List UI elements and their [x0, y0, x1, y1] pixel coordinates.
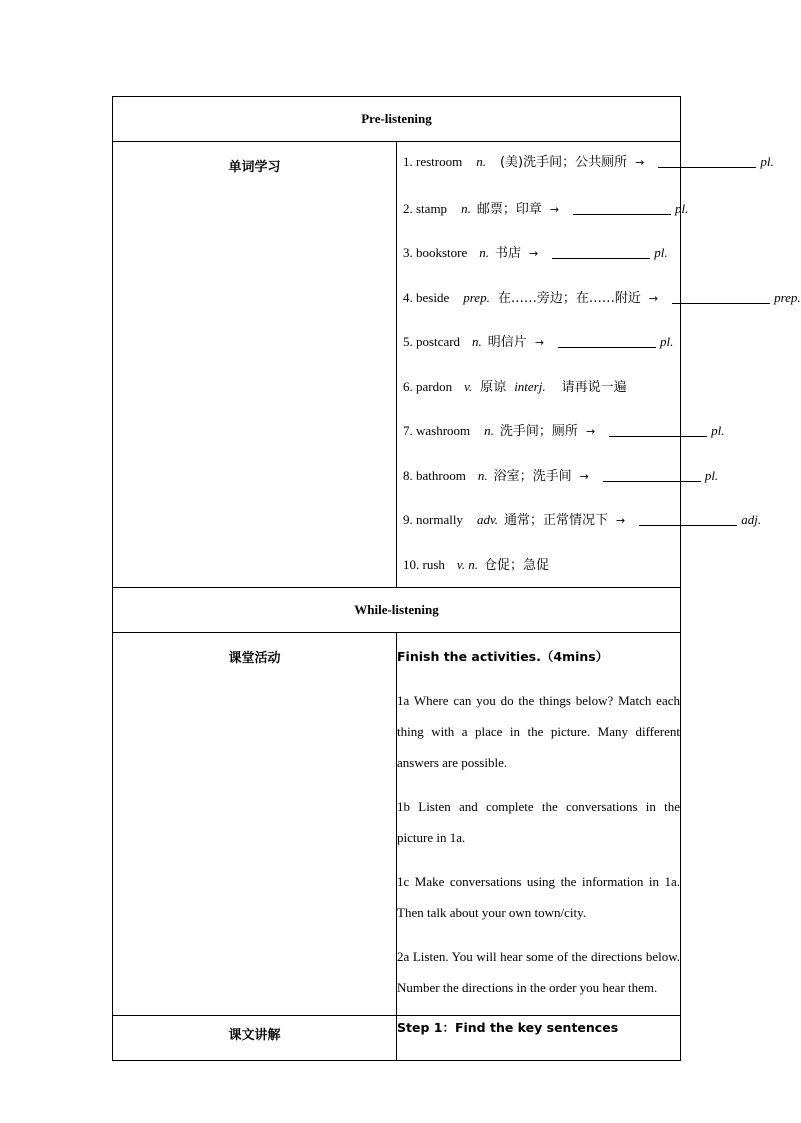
- word: 3. bookstore: [403, 245, 468, 260]
- suffix: pl.: [704, 467, 719, 483]
- part-of-speech: n.: [476, 154, 486, 169]
- vocab-label-cell: [113, 142, 397, 588]
- suffix: pl.: [675, 200, 689, 216]
- vocab-label: 单词学习: [228, 160, 281, 175]
- fill-blank[interactable]: [573, 200, 671, 215]
- word: 6. pardon: [403, 378, 453, 394]
- part-of-speech: adv.: [476, 512, 498, 527]
- suffix: pl.: [711, 423, 725, 438]
- activity-row: [113, 633, 681, 1016]
- vocab-row: [113, 142, 681, 588]
- meaning: (美)洗手间；公共厕所: [499, 155, 628, 170]
- word: 4. beside: [403, 289, 450, 305]
- arrow-icon: →: [549, 202, 560, 216]
- word: 10. rush: [403, 556, 445, 572]
- fill-blank[interactable]: [552, 244, 650, 259]
- activity-label-cell: [113, 633, 397, 1016]
- suffix: pl.: [760, 154, 774, 169]
- arrow-icon: →: [648, 291, 659, 305]
- fill-blank[interactable]: [558, 333, 656, 348]
- meaning: 原谅: [480, 379, 507, 395]
- arrow-icon: →: [635, 156, 645, 169]
- vocab-item-9: [397, 498, 762, 543]
- activity-title: Finish the activities.（4mins）: [397, 649, 609, 664]
- part-of-speech: n.: [477, 467, 488, 483]
- suffix: pl.: [654, 245, 668, 260]
- vocab-item-4: [397, 276, 801, 321]
- meaning: 邮票；印章: [476, 201, 542, 217]
- vocab-item-5: [397, 320, 680, 365]
- fill-blank[interactable]: [609, 422, 707, 437]
- part-of-speech: v.: [464, 378, 473, 394]
- suffix: prep.: [774, 289, 801, 305]
- arrow-icon: →: [585, 425, 596, 438]
- part-of-speech-2: interj.: [514, 378, 546, 394]
- part-of-speech: prep.: [463, 289, 490, 305]
- meaning: 通常；正常情况下: [504, 513, 609, 528]
- vocab-item-3: [397, 231, 680, 276]
- vocab-item-8: [397, 454, 719, 499]
- suffix: adj.: [741, 512, 762, 527]
- suffix: pl.: [660, 334, 674, 349]
- vocab-item-6: [397, 365, 680, 410]
- vocab-item-7: [397, 409, 725, 454]
- meaning: 在……旁边；在……附近: [497, 290, 641, 306]
- activity-1a: 1a Where can you do the things below? Match each thing with a place in the picture. Many different answers are possible.: [397, 693, 680, 770]
- pre-listening-header-row: [113, 97, 681, 142]
- word: 9. normally: [403, 512, 463, 527]
- word: 1. restroom: [403, 154, 463, 169]
- text-explain-row: [113, 1016, 681, 1061]
- meaning: 浴室；洗手间: [493, 468, 572, 484]
- vocab-item-10: [397, 543, 680, 588]
- word: 7. washroom: [403, 423, 471, 438]
- while-listening-header-row: [113, 588, 681, 633]
- meaning: 仓促；急促: [483, 557, 549, 573]
- worksheet-table: [112, 96, 801, 1061]
- text-explain-label: 课文讲解: [228, 1028, 281, 1043]
- activity-list: [397, 633, 681, 1016]
- part-of-speech: n.: [484, 423, 494, 438]
- activity-2a: 2a Listen. You will hear some of the directions below. Number the directions in the order you hear them.: [397, 949, 680, 995]
- activity-1c: 1c Make conversations using the information in 1a. Then talk about your own town/city.: [397, 874, 680, 920]
- word: 8. bathroom: [403, 467, 466, 483]
- word: 5. postcard: [403, 334, 461, 349]
- meaning: 书店: [495, 246, 522, 261]
- part-of-speech: n.: [479, 245, 490, 260]
- meaning: 明信片: [487, 335, 527, 350]
- part-of-speech: n.: [461, 200, 471, 216]
- part-of-speech: n.: [472, 334, 482, 349]
- fill-blank[interactable]: [672, 289, 770, 304]
- fill-blank[interactable]: [658, 153, 756, 168]
- meaning: 洗手间；厕所: [499, 424, 578, 439]
- activity-label: 课堂活动: [228, 651, 281, 666]
- pre-listening-heading: Pre-listening: [113, 97, 681, 142]
- vocab-item-2: [397, 187, 689, 232]
- text-explain-label-cell: [113, 1016, 397, 1061]
- while-listening-heading: While-listening: [113, 588, 681, 633]
- fill-blank[interactable]: [603, 467, 701, 482]
- arrow-icon: →: [529, 247, 539, 260]
- part-of-speech: v. n.: [456, 556, 478, 572]
- arrow-icon: →: [579, 469, 589, 483]
- activity-1b: 1b Listen and complete the conversations in the picture in 1a.: [397, 799, 680, 845]
- step-1: Step 1：Find the key sentences: [397, 1016, 681, 1061]
- meaning-2: 请再说一遍: [561, 379, 627, 395]
- vocab-item-1: [397, 142, 774, 187]
- word: 2. stamp: [403, 200, 448, 216]
- vocab-list: [397, 142, 801, 588]
- fill-blank[interactable]: [639, 511, 737, 526]
- arrow-icon: →: [616, 514, 626, 527]
- arrow-icon: →: [534, 336, 545, 349]
